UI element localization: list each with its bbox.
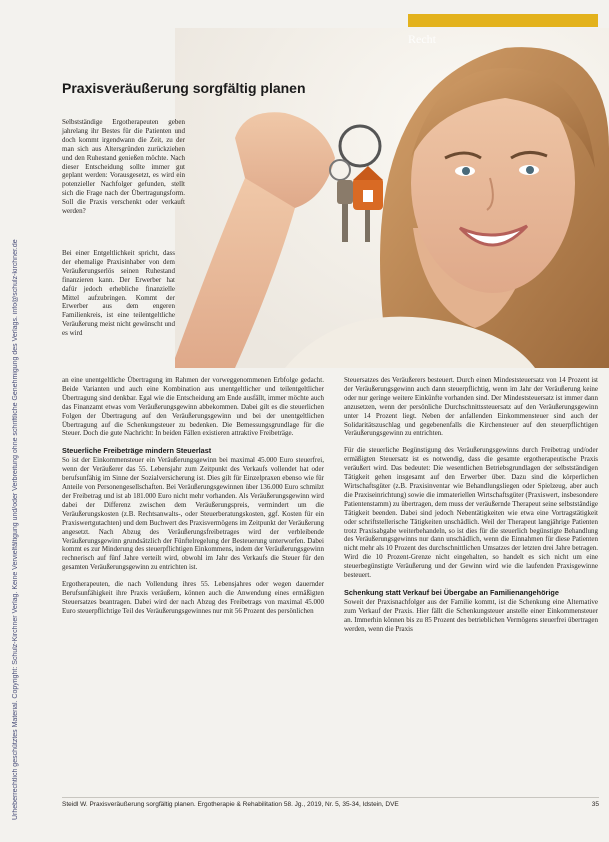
page-footer	[62, 797, 599, 813]
intro-column-mid	[62, 249, 175, 346]
subheading-tax-allowances: Steuerliche Freibeträge mindern Steuerlast	[62, 446, 212, 456]
section-accent-bar	[408, 14, 598, 27]
photo-woman-holding-keys	[175, 28, 609, 368]
left-column	[62, 376, 324, 624]
right-column	[344, 376, 598, 642]
intro-column-top	[62, 118, 185, 224]
body-paragraph-5: Soweit der Praxisnachfolger aus der Familie kommt, ist die Schenkung eine Alternative zum Verkauf der Praxis. Hier fällt die Schenkungsteuer anstelle einer Einkommensteuer an. Immerhin können bis zu 85 Prozent des betrieblichen Vermögens steuerfrei übertragen werden, wenn die Praxis	[344, 597, 598, 633]
citation: Steidl W. Praxisveräußerung sorgfältig planen. Ergotherapie & Rehabilitation 58. Jg., 2019, Nr. 5, 35-34, Idstein, DVE	[62, 801, 399, 808]
body-paragraph-2: Ergotherapeuten, die nach Vollendung ihres 55. Lebensjahres oder wegen dauernder Berufsunfähigkeit ihre Praxis veräußern, können auch die Anwendung eines ermäßigten Steuersatzes beantragen. Dabei wird der nach Abzug des Freibetrags von maximal 45.000 Euro steuerpflichtige Teil des Veräußerungsgewinnes nur mit 56 Prozent des persönlichen	[62, 580, 324, 615]
body-paragraph-1: So ist der Einkommensteuer ein Veräußerungsgewinn bei maximal 45.000 Euro steuerfrei, wenn der Veräußerer das 55. Lebensjahr zum Zeitpunkt des Verkaufs vollendet hat oder berufsunfähig im Sinne der Sozialversicherung ist. Dies gilt für Einzelpraxen ebenso wie für Anteile von Personengesellschaften. Bei Veräußerungsgewinnen über 136.000 Euro schmilzt der Freibetrag und ist ab 181.000 Euro nicht mehr vorhanden. Als Veräußerungsgewinn wird dabei der Differenz zwischen dem Veräußerungspreis, vermindert um die Veräußerungskosten (z.B. Rechtsanwalts-, oder Steuerberatungskosten, ggf. Kosten für ein Praxiswertgutachten) und dem Buchwert des Praxisvermögens im Zeitpunkt der Veräußerung angesetzt. Nach Abzug des Veräußerungsfreibetrages wird der verbleibende Veräußerungsgewinn grundsätzlich der Fünftelregelung der Besteuerung unterworfen. Dabei kommt es zur Minderung des steuerpflichtigen Einkommens, indem der Veräußerungsgewinn rechnerisch auf fünf Jahre verteilt wird, obwohl im Jahr des Verkaufs die Steuer für den gesamten Veräußerungsgewinn zu entrichten ist.	[62, 456, 324, 572]
intro-paragraph-3: an eine unentgeltliche Übertragung im Rahmen der vorweggenommenen Erbfolge gedacht. Beide Varianten und auch eine Kombination aus unentgeltlicher und teilentgeltlicher Übertragung sind denkbar. Egal wie die Entscheidung am Ende ausfällt, immer möchte auch das Finanzamt etwas vom Veräußerungsgewinn abbekommen. Dabei gilt es die steuerlichen Folgen der Übertragung auf den Veräußerungsgewinn und bei der unentgeltlichen Übertragung auf die Schenkungsteuer zu bedenken. Die Bemessungsgrundlage für die Steuer. Doch die gute Nachricht: In beiden Fällen existieren attraktive Freibeträge.	[62, 376, 324, 438]
intro-paragraph-2: Bei einer Entgeltlichkeit spricht, dass der ehemalige Praxisinhaber von dem Veräußerungserlös seinen Ruhestand finanzieren kann. Der Erwerber hat dafür jedoch erhebliche finanzielle Mittel aufzubringen. Kommt der Erwerber aus dem engeren Familienkreis, ist eine teilentgeltliche Veräußerung meist nicht gewünscht und es wird	[62, 249, 175, 338]
section-label: Recht	[408, 32, 436, 46]
copyright-notice: Urheberrechtlich geschütztes Material. Copyright: Schulz-Kirchner Verlag. Keine Vervielfältigung und/oder Verbreitung ohne schriftliche Genehmigung des Verlags. info@schulz-kirchner.de	[12, 239, 19, 820]
intro-paragraph-1: Selbstständige Ergotherapeuten geben jahrelang ihr Bestes für die Patienten und doch kommt irgendwann die Zeit, zu der man sich aus Altersgründen zurückziehen und den Ruhestand genießen möchte. Nach dieser Entscheidung sollte immer gut geplant werden: Vorausgesetzt, es wird ein potenzieller Nachfolger gefunden, stellt sich die Frage nach der Übertragungsform. Soll die Praxis verschenkt oder verkauft werden?	[62, 118, 185, 216]
subheading-gift-instead-of-sale: Schenkung statt Verkauf bei Übergabe an Familienangehörige	[344, 587, 559, 597]
body-paragraph-4: Für die steuerliche Begünstigung des Veräußerungsgewinns durch Freibetrag und/oder ermäßigten Steuersatz ist es notwendig, dass die gesamte ergotherapeutische Praxis veräußert wird. Das bedeutet: Die wesentlichen Betriebsgrundlagen der selbstständigen Tätigkeit gehen insgesamt auf den Erwerber über. Dazu sind die körperlichen Wirtschaftsgüter (z.B. Praxisinventar wie Behandlungsliegen oder Spielzeug, aber auch die Praxiseinrichtung) sowie die immateriellen Wirtschaftsgüter (Praxiswert, insbesondere Patientenstamm) zu übertragen, dem muss der veräußernde Therapeut seine selbstständige Tätigkeit beenden. Dabei sind jedoch Nebentätigkeiten wie etwa eine Vortragstätigkeit oder schriftstellerische Tätigkeiten unschädlich. Weil der Therapeut langjährige Patienten trotz Praxisabgabe weiterbehandeln, so ist dies für die steuerlich begünstigte Behandlung des Veräußerungsgewinns nur dann unschädlich, wenn die Einnahmen für diese Patienten nicht mehr als 10 Prozent des durchschnittlichen Umsatzes der letzten drei Jahre betragen. Wird die 10 Prozent-Grenze nicht eingehalten, so handelt es sich nicht um eine steuerbegünstigte Veräußerung und der Gewinn wird wie die laufenden Praxisgewinne besteuert.	[344, 446, 598, 580]
article-headline: Praxisveräußerung sorgfältig planen	[62, 80, 306, 96]
page-number: 35	[591, 801, 599, 808]
body-paragraph-3: Steuersatzes des Veräußerers besteuert. Durch einen Mindeststeuersatz von 14 Prozent ist der Veräußerungsgewinn auch dann steuerpflichtig, wenn im Jahr der Veräußerung keine oder nur geringe weitere Einkünfte vorhanden sind. Der Mindeststeuersatz ist immer dann anzusetzen, wenn der persönliche Durchschnittssteuersatz auf den Veräußerungsgewinn unter 14 Prozent liegt. Neben der anfallenden Einkommensteuer sind auch der Solidaritätszuschlag und gegebenenfalls die Kirchensteuer auf den steuerpflichtigen Veräußerungsgewinn zu entrichten.	[344, 376, 598, 438]
